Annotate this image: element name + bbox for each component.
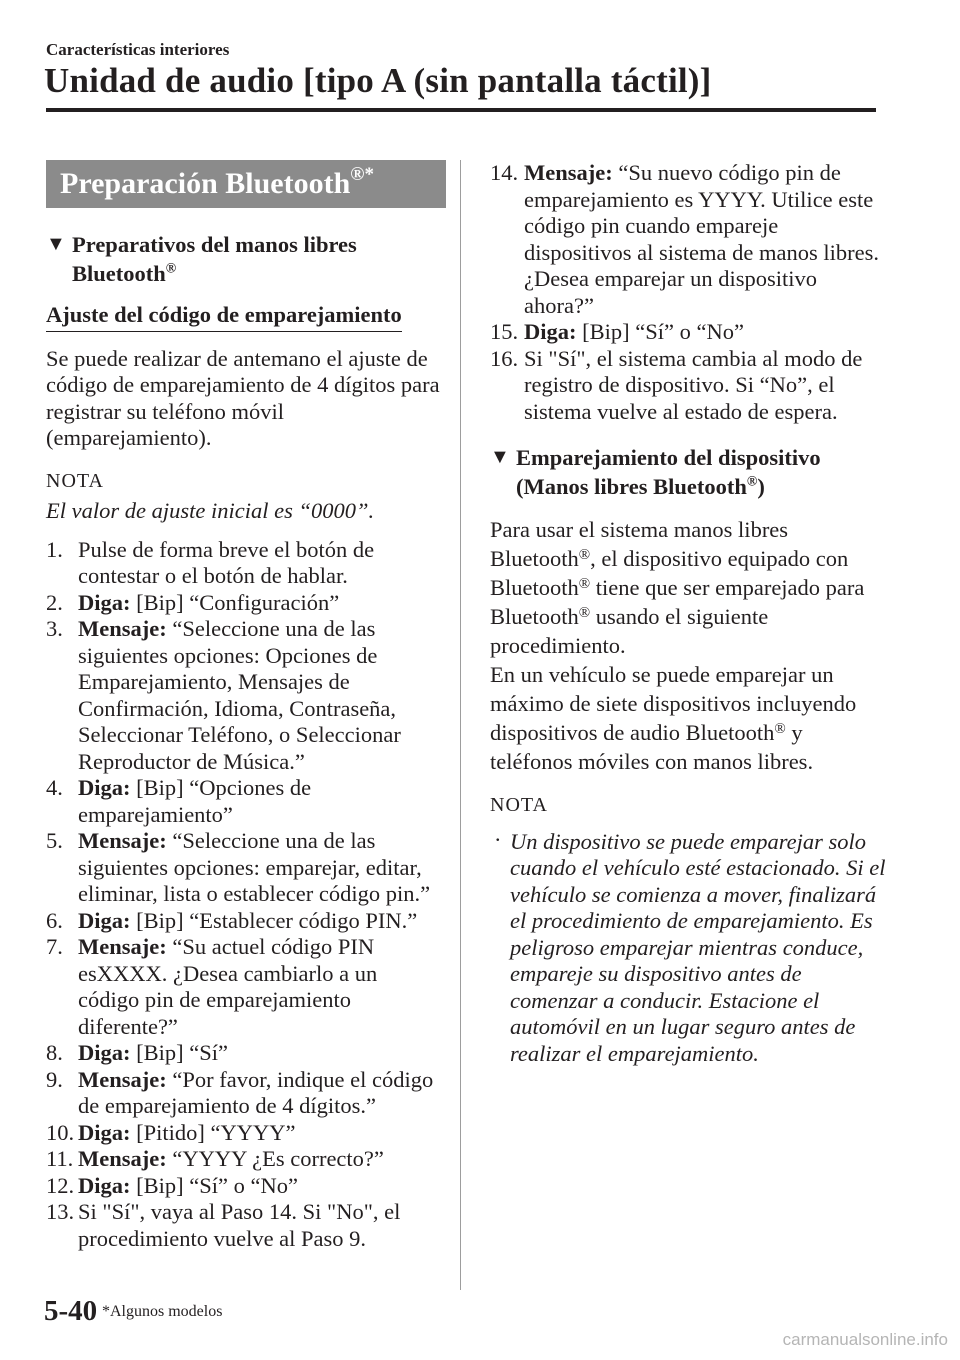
subheading-line1: Emparejamiento del dispositivo <box>516 445 821 470</box>
step-item <box>46 828 444 908</box>
step-speaker: Mensaje: <box>78 1146 167 1171</box>
text-run: tiene que ser emparejado para Bluetooth <box>490 575 865 629</box>
column-divider <box>460 160 461 1290</box>
nota-label: NOTA <box>46 469 104 492</box>
step-number: 9. <box>46 1066 63 1092</box>
step-number: 13. <box>46 1199 75 1224</box>
step-number: 5. <box>46 828 63 853</box>
step-text: “Su actuel código PIN esXXXX. ¿Desea cambiarlo a un código pin de emparejamiento diferente?” <box>78 934 378 1039</box>
step-item <box>46 537 444 590</box>
registered-mark: ® <box>578 605 591 621</box>
step-text: Pulse de forma breve el botón de contestar o el botón de hablar. <box>78 536 375 588</box>
registered-mark: ® <box>774 721 786 737</box>
subheading-device-pairing <box>490 443 890 501</box>
nota-text: El valor de ajuste inicial es “0000”. <box>46 498 375 523</box>
pairing-paragraph <box>490 515 890 776</box>
nota-label: NOTA <box>490 794 548 816</box>
step-speaker: Diga: <box>524 319 577 344</box>
step-speaker: Diga: <box>78 1172 131 1198</box>
underlined-heading: Ajuste del código de emparejamiento <box>46 302 402 332</box>
step-number: 11. <box>46 1146 74 1171</box>
step-item <box>46 934 444 1040</box>
triangle-bullet-icon: ▼ <box>490 446 510 468</box>
step-text: “Seleccione una de las siguientes opciones: emparejar, editar, eliminar, lista o establecer código pin.” <box>78 828 431 906</box>
registered-mark: ® <box>746 474 758 490</box>
step-text: “YYYY ¿Es correcto?” <box>166 1146 384 1171</box>
step-item <box>46 775 444 828</box>
nota-bullet <box>490 826 890 1068</box>
footnote: *Algunos modelos <box>102 1303 223 1320</box>
step-text: Si "Sí", vaya al Paso 14. Si "No", el procedimiento vuelve al Paso 9. <box>78 1199 401 1251</box>
step-item <box>46 590 444 617</box>
step-item <box>46 1199 444 1252</box>
step-number: 1. <box>46 536 63 562</box>
banner-superscript: ®* <box>350 164 374 185</box>
step-item <box>490 346 890 426</box>
step-number: 8. <box>46 1040 63 1065</box>
triangle-bullet-icon: ▼ <box>46 233 66 255</box>
step-text: Si "Sí", el sistema cambia al modo de registro de dispositivo. Si “No”, el sistema vuelve al estado de espera. <box>524 345 863 424</box>
subheading-line1: Preparativos del manos libres <box>72 232 357 257</box>
step-text: “Su nuevo código pin de emparejamiento es YYYY. Utilice este código pin cuando empareje dispositivos al sistema de manos libres. ¿Desea emparejar un dispositivo ahora?” <box>524 160 879 318</box>
right-column <box>490 160 890 1067</box>
step-text: [Bip] “Opciones de emparejamiento” <box>78 775 312 827</box>
step-text: [Bip] “Configuración” <box>130 589 340 615</box>
step-number: 3. <box>46 616 63 641</box>
step-item <box>46 908 444 935</box>
text-run: , el dispositivo equipado con Bluetooth <box>490 546 849 600</box>
nota-text: Un dispositivo se puede emparejar solo cuando el vehículo esté estacionado. Si el vehículo se comienza a mover, finalizará el procedimiento de emparejamiento. Es peligroso emparejar mientras conduce, empareje su dispositivo antes de comenzar a conducir. Estacione el automóvil en un lugar seguro antes de realizar el emparejamiento. <box>510 828 886 1066</box>
step-item <box>46 1146 444 1173</box>
step-number: 15. <box>490 319 519 344</box>
step-text: “Por favor, indique el código de emparejamiento de 4 dígitos.” <box>78 1066 434 1118</box>
bullet-dot-icon: · <box>494 826 502 852</box>
step-speaker: Mensaje: <box>78 616 167 641</box>
step-item <box>46 616 444 775</box>
text-run: usando el siguiente procedimiento. <box>490 604 769 658</box>
page-title: Unidad de audio [tipo A (sin pantalla táctil)] <box>44 61 712 100</box>
title-rule <box>46 108 876 112</box>
section-banner <box>46 160 446 208</box>
step-item <box>46 1067 444 1120</box>
step-number: 7. <box>46 934 63 959</box>
text-run: Para usar el sistema manos libres Bluetooth <box>490 517 789 571</box>
intro-paragraph: Se puede realizar de antemano el ajuste de código de emparejamiento de 4 dígitos para registrar su teléfono móvil (emparejamiento). <box>46 345 440 450</box>
step-speaker: Diga: <box>78 589 131 615</box>
subheading-handsfree-prep <box>46 230 444 288</box>
step-number: 16. <box>490 345 519 371</box>
step-speaker: Mensaje: <box>78 1066 167 1092</box>
page-number: 5-40 <box>44 1295 98 1327</box>
step-speaker: Mensaje: <box>524 160 613 185</box>
subheading-line2: Bluetooth <box>72 261 166 286</box>
subheading-line2b: ) <box>757 474 765 499</box>
registered-mark: ® <box>578 576 591 592</box>
step-text: [Bip] “Sí” <box>130 1040 228 1065</box>
registered-mark: ® <box>165 261 177 277</box>
text-run: En un vehículo se puede emparejar un máximo de siete dispositivos incluyendo dispositivos de audio Bluetooth <box>490 662 857 745</box>
registered-mark: ® <box>578 547 591 563</box>
step-text: [Bip] “Establecer código PIN.” <box>130 907 418 933</box>
step-speaker: Mensaje: <box>78 828 167 853</box>
left-column <box>46 160 444 1252</box>
step-item <box>490 160 890 319</box>
step-item <box>490 319 890 346</box>
step-number: 12. <box>46 1172 75 1198</box>
step-number: 10. <box>46 1119 75 1145</box>
step-number: 2. <box>46 589 63 615</box>
step-text: [Pitido] “YYYY” <box>130 1119 296 1145</box>
step-text: “Seleccione una de las siguientes opciones: Opciones de Emparejamiento, Mensajes de Confirmación, Idioma, Contraseña, Seleccionar Teléfono, o Seleccionar Reproductor de Música.” <box>78 616 401 774</box>
step-item <box>46 1120 444 1147</box>
watermark: carmanualsonline.info <box>782 1330 948 1349</box>
text-run: y teléfonos móviles con manos libres. <box>490 720 814 774</box>
step-number: 6. <box>46 907 63 933</box>
step-item <box>46 1040 444 1067</box>
step-speaker: Mensaje: <box>78 934 167 959</box>
step-text: [Bip] “Sí” o “No” <box>576 319 744 344</box>
step-number: 14. <box>490 160 519 185</box>
section-label: Características interiores <box>46 40 230 59</box>
subheading-line2a: (Manos libres Bluetooth <box>516 474 747 499</box>
banner-title: Preparación Bluetooth <box>60 167 351 200</box>
step-speaker: Diga: <box>78 1119 131 1145</box>
step-speaker: Diga: <box>78 1040 131 1065</box>
step-item <box>46 1173 444 1200</box>
step-speaker: Diga: <box>78 775 131 800</box>
step-speaker: Diga: <box>78 907 131 933</box>
step-text: [Bip] “Sí” o “No” <box>130 1172 298 1198</box>
step-number: 4. <box>46 775 63 800</box>
steps-list <box>46 537 444 1253</box>
steps-list-continued <box>490 160 890 425</box>
